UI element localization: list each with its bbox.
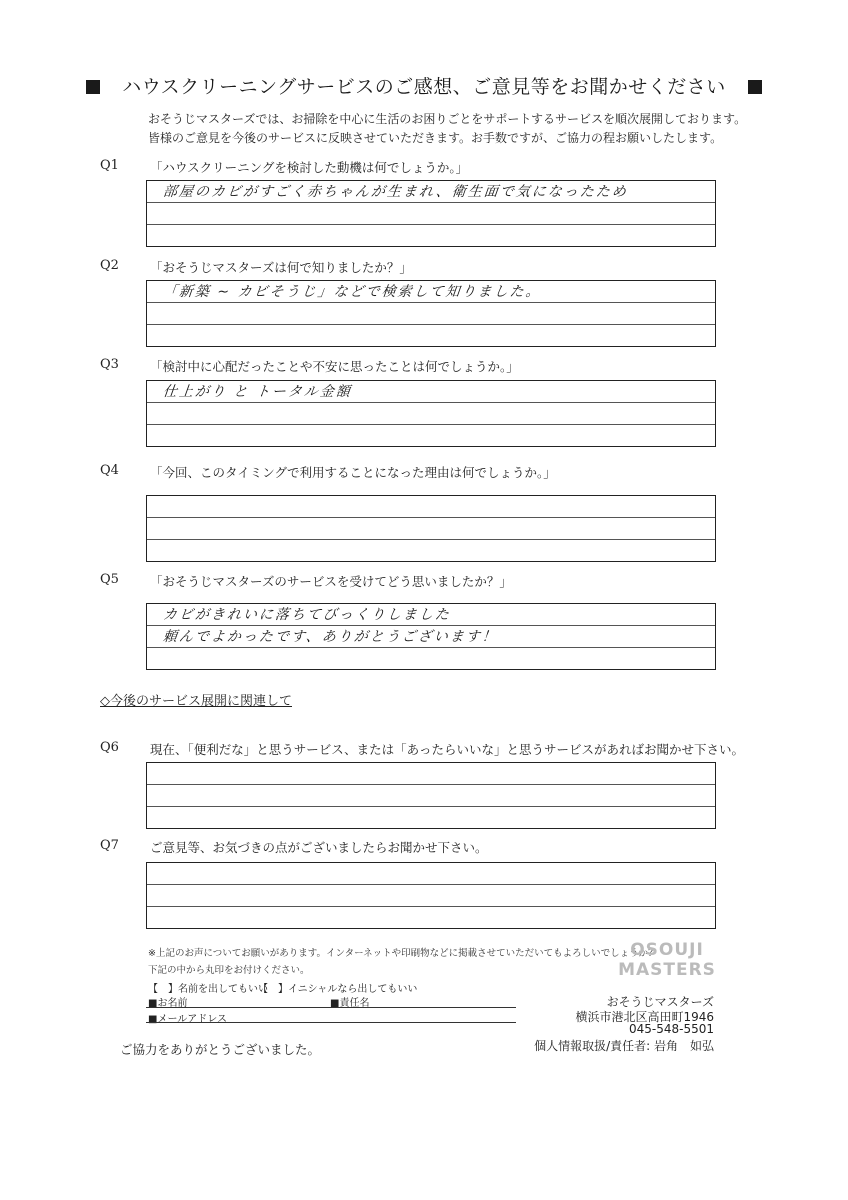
intro-line-1: おそうじマスターズでは、お掃除を中心に生活のお困りごとをサポートするサービスを順次展開しております。 <box>148 112 747 126</box>
company-logo: OSOUJI MASTERS <box>618 940 716 980</box>
question-text: 「今回、このタイミングで利用することになった理由は何でしょうか。」 <box>150 465 556 480</box>
question-number: Q5 <box>100 572 119 587</box>
option-initials[interactable]: 【 】イニシャルなら出してもいい <box>258 984 418 995</box>
intro-line-2: 皆様のご意見を今後のサービスに反映させていただきます。お手数ですが、ご協力の程お願いしたします。 <box>148 131 723 145</box>
answer-line[interactable] <box>147 203 715 225</box>
answer-line[interactable] <box>147 181 715 203</box>
question-text: 「ハウスクリーニングを検討した動機は何でしょうか。」 <box>150 160 469 175</box>
answer-line[interactable] <box>147 863 715 885</box>
answer-line[interactable] <box>147 785 715 807</box>
handwritten-answer: 頼んでよかったです、ありがとうございます！ <box>162 629 499 645</box>
manager-label: ■責任名 <box>330 998 370 1009</box>
answer-line[interactable] <box>147 325 715 346</box>
answer-line[interactable] <box>147 626 715 648</box>
publication-note: ※上記のお声についてお願いがあります。インターネットや印刷物などに掲載させていただいてもよろしいでしょうか？ <box>148 948 658 959</box>
handwritten-answer: カビがきれいに落ちてびっくりしました <box>162 607 452 623</box>
question-number: Q1 <box>100 158 119 173</box>
question-text: 「おそうじマスターズのサービスを受けてどう思いましたか？」 <box>150 574 512 589</box>
answer-box-q2[interactable] <box>146 280 716 347</box>
company-phone: 045-548-5501 <box>628 1022 714 1036</box>
question-number: Q4 <box>100 463 119 478</box>
question-number: Q3 <box>100 357 119 372</box>
answer-box-q1[interactable] <box>146 180 716 247</box>
company-address: 横浜市港北区高田町1946 <box>575 1010 714 1024</box>
answer-line[interactable] <box>147 807 715 828</box>
email-label: ■メールアドレス <box>148 1014 227 1025</box>
answer-box-q3[interactable] <box>146 380 716 447</box>
thank-you-text: ご協力をありがとうございました。 <box>120 1042 321 1057</box>
answer-line[interactable] <box>147 763 715 785</box>
answer-box-q7[interactable] <box>146 862 716 929</box>
question-text: 現在、「便利だな」と思うサービス、または「あったらいいな」と思うサービスがあればお聞かせ下さい。 <box>150 742 745 757</box>
answer-line[interactable] <box>147 381 715 403</box>
answer-line[interactable] <box>147 225 715 246</box>
answer-line[interactable] <box>147 518 715 540</box>
name-label: ■お名前 <box>148 998 188 1009</box>
answer-box-q5[interactable] <box>146 603 716 670</box>
answer-line[interactable] <box>147 496 715 518</box>
answer-line[interactable] <box>147 604 715 626</box>
answer-box-q6[interactable] <box>146 762 716 829</box>
question-number: Q2 <box>100 258 119 273</box>
handwritten-answer: 仕上がり と トータル金額 <box>162 384 353 400</box>
email-line[interactable] <box>146 1022 516 1023</box>
answer-line[interactable] <box>147 648 715 669</box>
question-text: 「検討中に心配だったことや不安に思ったことは何でしょうか。」 <box>150 359 519 374</box>
question-number: Q7 <box>100 838 119 853</box>
answer-line[interactable] <box>147 425 715 446</box>
answer-line[interactable] <box>147 907 715 928</box>
answer-line[interactable] <box>147 540 715 561</box>
handwritten-answer: 「新築 ~ カビそうじ」などで検索して知りました。 <box>162 284 543 300</box>
square-bullet-icon <box>86 80 100 94</box>
answer-line[interactable] <box>147 403 715 425</box>
name-line[interactable] <box>146 1007 516 1008</box>
privacy-officer: 個人情報取扱/責任者: 岩角 如弘 <box>534 1039 714 1053</box>
answer-line[interactable] <box>147 303 715 325</box>
square-bullet-icon <box>748 80 762 94</box>
page-title: ハウスクリーニングサービスのご感想、ご意見等をお聞かせください <box>0 72 848 99</box>
section-title: ◇今後のサービス展開に関連して <box>100 694 292 709</box>
handwritten-answer: 部屋のカビがすごく赤ちゃんが生まれ、衛生面で気になったため <box>162 184 629 200</box>
option-full-name[interactable]: 【 】名前を出してもいい <box>148 984 268 995</box>
company-name: おそうじマスターズ <box>606 995 714 1009</box>
publication-instruction: 下記の中から丸印をお付けください。 <box>148 965 310 976</box>
answer-box-q4[interactable] <box>146 495 716 562</box>
question-text: ご意見等、お気づきの点がございましたらお聞かせ下さい。 <box>150 840 488 855</box>
answer-line[interactable] <box>147 281 715 303</box>
answer-line[interactable] <box>147 885 715 907</box>
question-number: Q6 <box>100 740 119 755</box>
question-text: 「おそうじマスターズは何で知りましたか？」 <box>150 260 412 275</box>
